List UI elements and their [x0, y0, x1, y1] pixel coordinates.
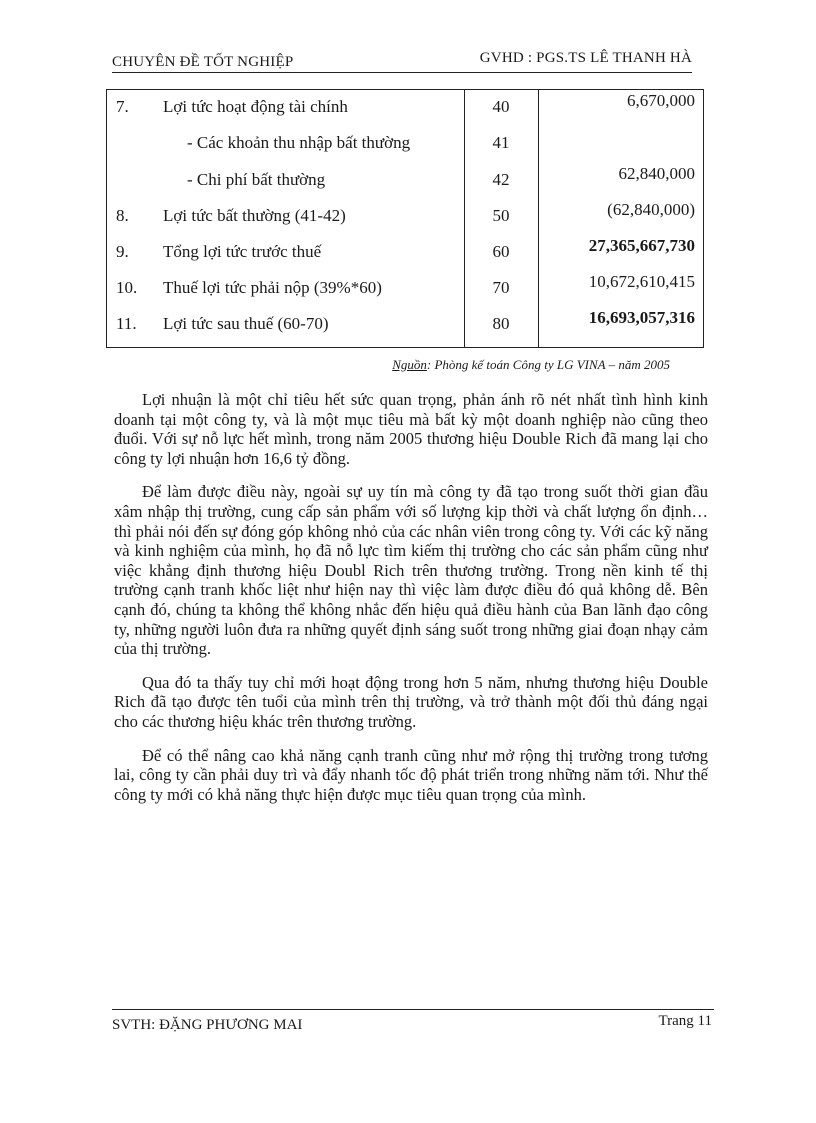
- row-value: (62,840,000): [607, 200, 695, 219]
- source-label: Nguồn: [392, 357, 427, 372]
- row-value: 6,670,000: [627, 91, 695, 110]
- table-row: [107, 235, 703, 269]
- page-footer: [112, 1009, 714, 1034]
- table-row: [107, 163, 703, 197]
- page-number: Trang 11: [658, 1013, 712, 1029]
- row-value: 27,365,667,730: [588, 236, 695, 255]
- row-code: 41: [492, 133, 510, 152]
- source-text: : Phòng kế toán Công ty LG VINA – năm 2005: [426, 357, 670, 372]
- table-row: [107, 307, 703, 341]
- row-value: 16,693,057,316: [588, 308, 695, 327]
- row-number: 7.: [116, 97, 129, 116]
- row-code: 40: [492, 97, 510, 116]
- row-value: 62,840,000: [618, 164, 695, 183]
- footer-author: SVTH: ĐẶNG PHƯƠNG MAI: [112, 1017, 303, 1033]
- row-number: 11.: [116, 314, 137, 333]
- financial-table: [106, 89, 704, 348]
- table-row: [107, 271, 703, 305]
- body-text: [114, 390, 708, 818]
- row-label: Thuế lợi tức phải nộp (39%*60): [163, 278, 382, 297]
- row-number: 8.: [116, 206, 129, 225]
- table-source-note: [392, 357, 670, 373]
- row-code: 60: [492, 242, 510, 261]
- row-label: Tổng lợi tức trước thuế: [163, 242, 322, 261]
- row-value: 10,672,610,415: [588, 272, 695, 291]
- row-label: - Các khoản thu nhập bất thường: [187, 133, 411, 152]
- row-number: 9.: [116, 242, 129, 261]
- row-number: 10.: [116, 278, 138, 297]
- header-advisor: GVHD : PGS.TS LÊ THANH HÀ: [479, 50, 692, 66]
- paragraph: Để có thể nâng cao khả năng cạnh tranh cũng như mở rộng thị trường trong tương lai, công ty cần phải duy trì và đẩy nhanh tốc độ phát triển trong những năm tới. Như thế công ty mới có khả năng thực hiện được mục tiêu quan trọng của mình.: [114, 745, 708, 804]
- row-code: 42: [492, 170, 510, 189]
- table-row: [107, 126, 703, 160]
- row-label: Lợi tức sau thuế (60-70): [163, 314, 329, 333]
- row-label: Lợi tức bất thường (41-42): [163, 206, 346, 225]
- row-code: 70: [492, 278, 510, 297]
- row-code: 50: [492, 206, 510, 225]
- page-header: [112, 50, 692, 73]
- row-label: - Chi phí bất thường: [187, 170, 326, 189]
- table-row: [107, 199, 703, 233]
- row-label: Lợi tức hoạt động tài chính: [163, 97, 348, 116]
- paragraph: Lợi nhuận là một chỉ tiêu hết sức quan trọng, phản ánh rõ nét nhất tình hình kinh doanh tại một công ty, và là một mục tiêu mà bất kỳ một doanh nghiệp nào cũng theo đuổi. Với sự nỗ lực hết mình, trong năm 2005 thương hiệu Double Rich đã mang lại cho công ty lợi nhuận hơn 16,6 tỷ đồng.: [114, 390, 708, 468]
- paragraph: Để làm được điều này, ngoài sự uy tín mà công ty đã tạo trong suốt thời gian đầu xâm nhập thị trường, cung cấp sản phẩm với số lượng kịp thời và chất lượng ổn định… thì phải nói đến sự đóng góp không nhỏ của các nhân viên trong công ty. Với các kỹ năng và kinh nghiệm của mình, họ đã nỗ lực tìm kiếm thị trường cho các sản phẩm cũng như việc khẳng định thương hiệu Doubl Rich trên thương trường. Trong nền kinh tế thị trường cạnh tranh khốc liệt như hiện nay thì việc làm được điều đó quả không dễ. Bên cạnh đó, chúng ta không thể không nhắc đến hiệu quả điều hành của Ban lãnh đạo công ty, những người luôn đưa ra những quyết định sáng suốt trong những giai đoạn nhạy cảm của thị trường.: [114, 482, 708, 659]
- paragraph: Qua đó ta thấy tuy chỉ mới hoạt động trong hơn 5 năm, nhưng thương hiệu Double Rich đã tạo được tên tuổi của mình trên thị trường, và trở thành một đối thủ đáng ngại cho các thương hiệu khác trên thương trường.: [114, 672, 708, 731]
- row-code: 80: [492, 314, 510, 333]
- header-title: CHUYÊN ĐỀ TỐT NGHIỆP: [112, 54, 294, 70]
- table-row: [107, 90, 703, 124]
